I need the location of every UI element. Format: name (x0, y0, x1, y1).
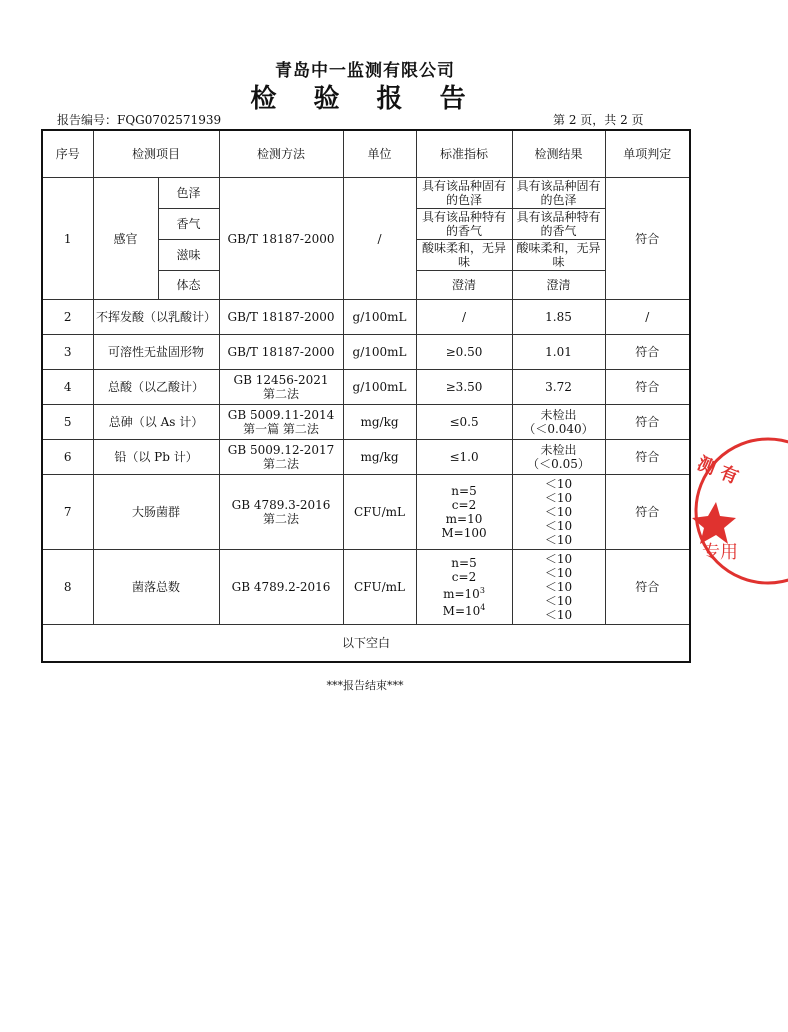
row-result: 1.01 (512, 335, 605, 370)
blank-note-row (42, 625, 690, 663)
blank-note: 以下空白 (42, 625, 690, 663)
row-result (512, 405, 605, 440)
row-method (219, 475, 343, 550)
row-standard (416, 550, 512, 625)
row-verdict: 符合 (605, 335, 690, 370)
col-header-method: 检测方法 (219, 130, 343, 178)
standard-line: n=5 (451, 484, 477, 498)
method-line: GB 4789.3-2016 (231, 498, 331, 512)
sub-item: 滋味 (158, 240, 219, 271)
standard-line: n=5 (451, 556, 477, 570)
standard-exponent: 3 (479, 586, 485, 595)
method-line: 第二法 (263, 387, 300, 401)
standard-line (419, 584, 510, 601)
row-method (219, 405, 343, 440)
row-method: GB 4789.2-2016 (219, 550, 343, 625)
row-method (219, 440, 343, 475)
row-verdict: 符合 (605, 550, 690, 625)
row-standard: 酸味柔和，无异味 (416, 240, 512, 271)
row-verdict: / (605, 300, 690, 335)
row-standard: 具有该品种特有的香气 (416, 209, 512, 240)
row-standard: ≤1.0 (416, 440, 512, 475)
result-line: （＜0.05） (527, 457, 590, 471)
standard-line: M=100 (441, 526, 487, 540)
col-header-verdict: 单项判定 (605, 130, 690, 178)
row-item: 总酸（以乙酸计） (93, 370, 219, 405)
row-standard: ≤0.5 (416, 405, 512, 440)
page-info: 第 2 页，共 2 页 (553, 113, 644, 127)
row-standard: ≥0.50 (416, 335, 512, 370)
row-method: GB/T 18187-2000 (219, 178, 343, 300)
row-verdict: 符合 (605, 440, 690, 475)
row-result: 具有该品种特有的香气 (512, 209, 605, 240)
result-line: ＜10 (544, 519, 573, 533)
row-no: 8 (42, 550, 93, 625)
table-row (42, 335, 690, 370)
seal-text-bottom: 专用 (702, 542, 738, 563)
result-line: ＜10 (544, 580, 573, 594)
results-table (41, 129, 691, 663)
row-item: 菌落总数 (93, 550, 219, 625)
table-row (42, 178, 690, 209)
row-no: 4 (42, 370, 93, 405)
row-unit: CFU/mL (343, 475, 416, 550)
row-item: 铅（以 Pb 计） (93, 440, 219, 475)
col-header-item: 检测项目 (93, 130, 219, 178)
col-header-standard: 标准指标 (416, 130, 512, 178)
result-line: 未检出 (540, 443, 577, 457)
result-line: ＜10 (544, 491, 573, 505)
method-line: 第二法 (263, 512, 300, 526)
row-no: 6 (42, 440, 93, 475)
row-result: 具有该品种固有的色泽 (512, 178, 605, 209)
row-unit: g/100mL (343, 300, 416, 335)
standard-base: M=10 (442, 604, 481, 618)
standard-line: c=2 (451, 498, 477, 512)
result-line: 未检出 (540, 408, 577, 422)
row-item: 大肠菌群 (93, 475, 219, 550)
method-line: 第二法 (263, 457, 300, 471)
table-row (42, 300, 690, 335)
table-row (42, 440, 690, 475)
table-row (42, 550, 690, 625)
standard-line: m=10 (445, 512, 483, 526)
table-row (42, 370, 690, 405)
sub-item: 香气 (158, 209, 219, 240)
result-line: ＜10 (544, 608, 573, 622)
result-line: ＜10 (544, 505, 573, 519)
row-unit: / (343, 178, 416, 300)
method-line: GB 12456-2021 (233, 373, 329, 387)
col-header-no: 序号 (42, 130, 93, 178)
method-line: GB 5009.12-2017 (227, 443, 335, 457)
table-row (42, 405, 690, 440)
row-item: 不挥发酸（以乳酸计） (93, 300, 219, 335)
row-result: 3.72 (512, 370, 605, 405)
result-line: （＜0.040） (523, 422, 594, 436)
row-method (219, 370, 343, 405)
result-line: ＜10 (544, 477, 573, 491)
standard-line: c=2 (451, 570, 477, 584)
seal-star-icon (692, 502, 736, 544)
company-name: 青岛中一监测有限公司 (275, 61, 455, 81)
result-line: ＜10 (544, 533, 573, 547)
row-verdict: 符合 (605, 370, 690, 405)
row-no: 7 (42, 475, 93, 550)
row-standard: ≥3.50 (416, 370, 512, 405)
row-standard: / (416, 300, 512, 335)
row-standard (416, 475, 512, 550)
result-line: ＜10 (544, 594, 573, 608)
row-standard: 具有该品种固有的色泽 (416, 178, 512, 209)
result-line: ＜10 (544, 566, 573, 580)
row-method: GB/T 18187-2000 (219, 335, 343, 370)
table-row (42, 475, 690, 550)
row-unit: g/100mL (343, 370, 416, 405)
standard-exponent: 4 (480, 603, 486, 612)
row-item: 总砷（以 As 计） (93, 405, 219, 440)
row-no: 3 (42, 335, 93, 370)
row-result: 澄清 (512, 271, 605, 300)
report-number: 报告编号：FQG0702571939 (57, 113, 222, 127)
report-title: 检 验 报 告 (250, 84, 480, 114)
method-line: GB 5009.11-2014 (227, 408, 335, 422)
method-line: 第一篇 第二法 (243, 422, 319, 436)
row-result (512, 475, 605, 550)
row-result (512, 440, 605, 475)
standard-line (419, 601, 510, 618)
col-header-unit: 单位 (343, 130, 416, 178)
row-item: 感官 (93, 178, 158, 300)
row-verdict: 符合 (605, 475, 690, 550)
report-end: ***报告结束*** (326, 679, 404, 692)
row-method: GB/T 18187-2000 (219, 300, 343, 335)
row-standard: 澄清 (416, 271, 512, 300)
row-unit: CFU/mL (343, 550, 416, 625)
sub-item: 色泽 (158, 178, 219, 209)
seal-text-top: 测 有 (694, 452, 742, 489)
row-result: 酸味柔和，无异味 (512, 240, 605, 271)
row-verdict: 符合 (605, 405, 690, 440)
row-unit: mg/kg (343, 405, 416, 440)
sub-item: 体态 (158, 271, 219, 300)
row-unit: g/100mL (343, 335, 416, 370)
row-result (512, 550, 605, 625)
row-verdict: 符合 (605, 178, 690, 300)
row-result: 1.85 (512, 300, 605, 335)
row-item: 可溶性无盐固形物 (93, 335, 219, 370)
col-header-result: 检测结果 (512, 130, 605, 178)
row-no: 1 (42, 178, 93, 300)
official-seal-stamp (688, 436, 788, 586)
standard-base: m=10 (443, 587, 480, 601)
table-header-row (42, 130, 690, 178)
row-no: 5 (42, 405, 93, 440)
row-unit: mg/kg (343, 440, 416, 475)
result-line: ＜10 (544, 552, 573, 566)
row-no: 2 (42, 300, 93, 335)
